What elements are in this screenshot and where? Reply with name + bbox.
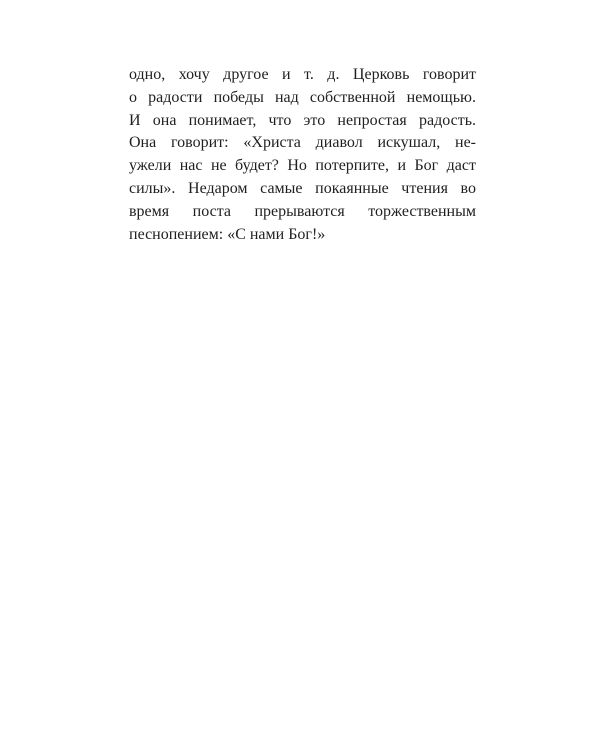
text-line-3: И она понимает, что это непростая радость. xyxy=(129,111,476,129)
text-line-1: одно, хочу другое и т. д. Церковь говорит xyxy=(129,66,476,83)
text-line-2: о радости победы над собственной немощью. xyxy=(129,88,476,106)
text-line-6: силы». Недаром самые покаянные чтения во xyxy=(129,179,476,197)
text-line-4: Она говорит: «Христа диавол искушал, не- xyxy=(129,134,476,152)
text-line-8: песнопением: «С нами Бог!» xyxy=(129,225,326,243)
text-line-5: ужели нас не будет? Но потерпите, и Бог даст xyxy=(129,157,476,175)
text-line-7: время поста прерываются торжественным xyxy=(129,202,476,220)
body-paragraph xyxy=(129,64,476,246)
